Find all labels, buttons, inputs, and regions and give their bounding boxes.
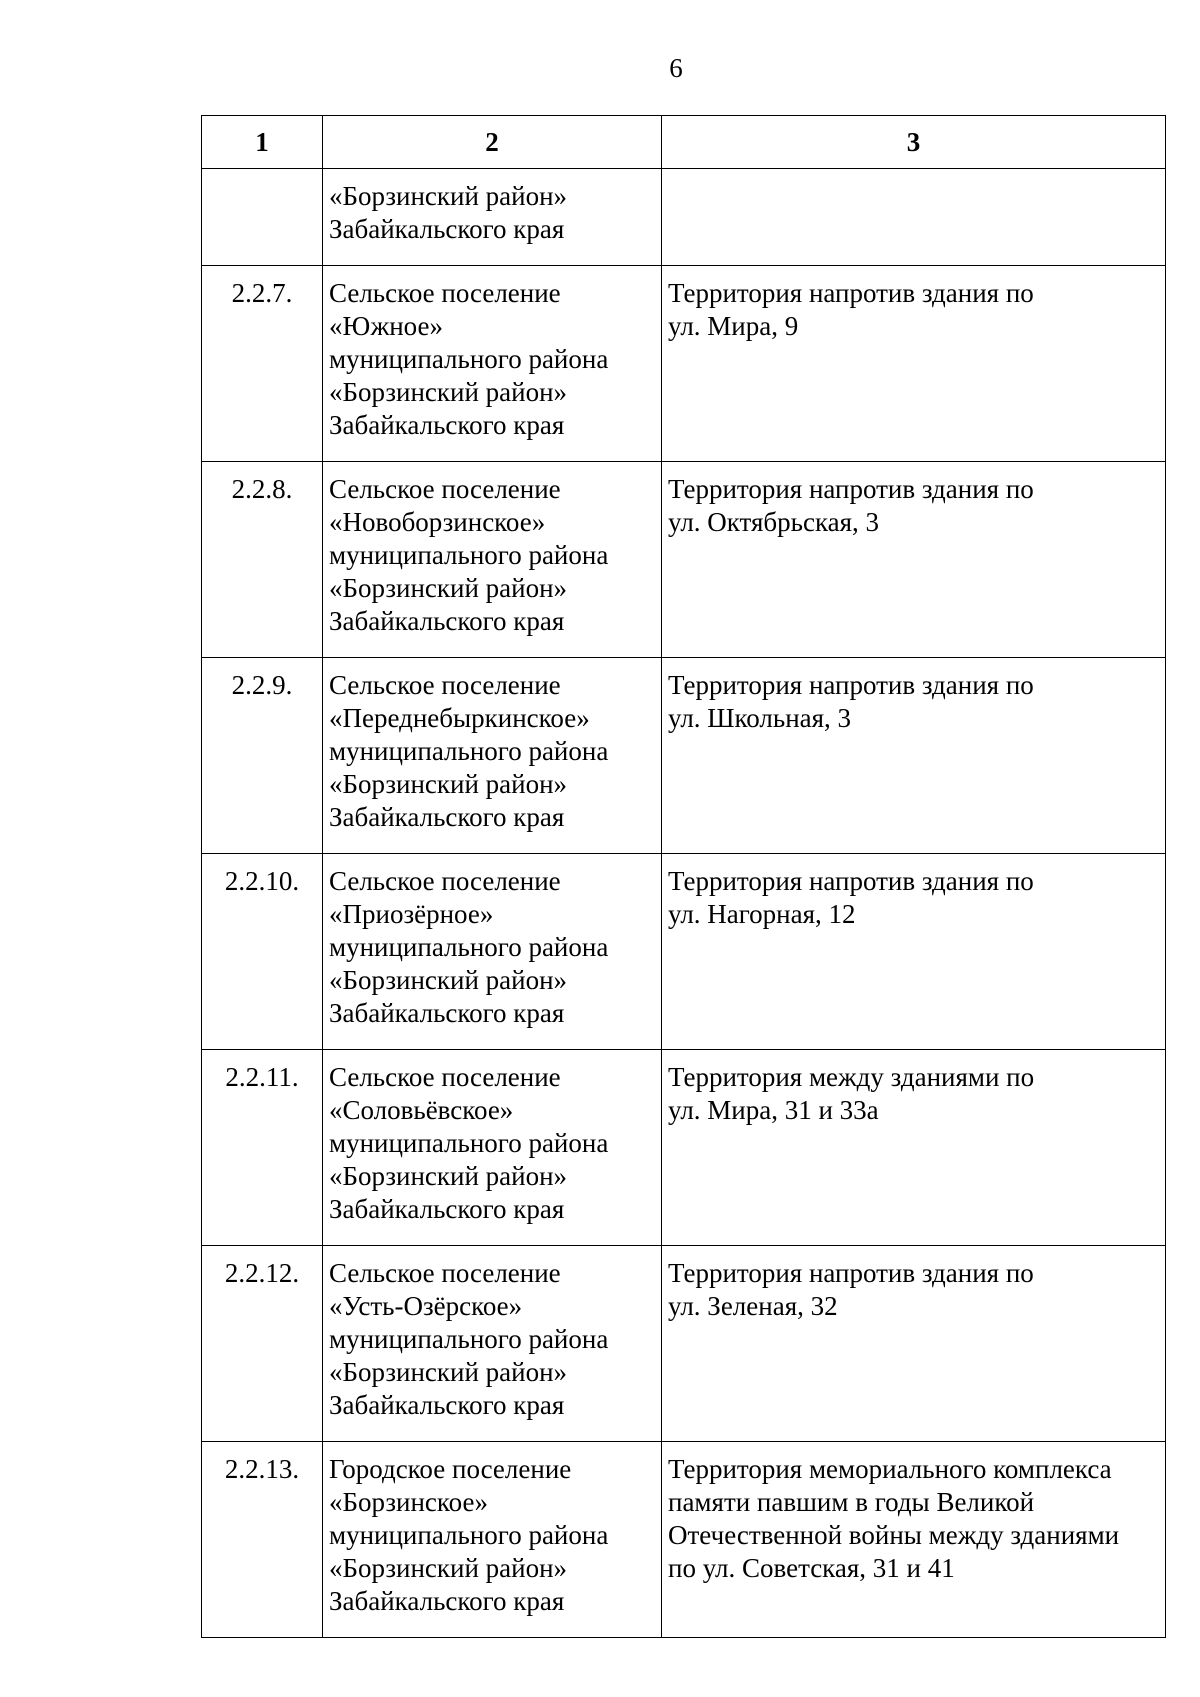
row-number: 2.2.8. bbox=[202, 462, 323, 658]
table-row bbox=[202, 1050, 1166, 1246]
row-number: 2.2.12. bbox=[202, 1246, 323, 1442]
cell-text-line: муниципального района bbox=[329, 932, 609, 962]
location-cell bbox=[662, 658, 1166, 854]
row-number: 2.2.11. bbox=[202, 1050, 323, 1246]
cell-text-line: Сельское поселение bbox=[329, 1258, 561, 1288]
entity-cell bbox=[323, 1246, 662, 1442]
table-row bbox=[202, 658, 1166, 854]
cell-text-line: Территория напротив здания по bbox=[668, 866, 1034, 896]
cell-text-line: муниципального района bbox=[329, 1520, 609, 1550]
table-row bbox=[202, 854, 1166, 1050]
table-row-continuation bbox=[202, 169, 1166, 266]
cell-text-line: Забайкальского края bbox=[329, 998, 565, 1028]
cell-text-line: «Борзинский район» bbox=[329, 965, 568, 995]
cell-text-line: «Новоборзинское» bbox=[329, 507, 546, 537]
location-cell bbox=[662, 169, 1166, 266]
cell-text-line: Забайкальского края bbox=[329, 1194, 565, 1224]
cell-text-line: Сельское поселение bbox=[329, 1062, 561, 1092]
cell-text-line: Забайкальского края bbox=[329, 1390, 565, 1420]
entity-cell bbox=[323, 658, 662, 854]
table-row bbox=[202, 462, 1166, 658]
cell-text-line: Сельское поселение bbox=[329, 278, 561, 308]
cell-text-line: ул. Мира, 9 bbox=[668, 311, 799, 341]
cell-text-line: «Борзинский район» bbox=[329, 1161, 568, 1191]
cell-text-line: Сельское поселение bbox=[329, 474, 561, 504]
table-header-row bbox=[202, 116, 1166, 169]
entity-cell bbox=[323, 266, 662, 462]
entity-cell bbox=[323, 1442, 662, 1638]
cell-text-line: муниципального района bbox=[329, 1128, 609, 1158]
cell-text-line: «Борзинский район» bbox=[329, 377, 568, 407]
cell-text-line: муниципального района bbox=[329, 1324, 609, 1354]
cell-text-line: муниципального района bbox=[329, 540, 609, 570]
cell-text-line: Сельское поселение bbox=[329, 866, 561, 896]
row-number: 2.2.10. bbox=[202, 854, 323, 1050]
location-cell bbox=[662, 1050, 1166, 1246]
cell-text-line: «Соловьёвское» bbox=[329, 1095, 514, 1125]
cell-text-line: Территория напротив здания по bbox=[668, 474, 1034, 504]
cell-text-line: «Борзинский район» bbox=[329, 769, 568, 799]
cell-text-line: «Борзинский район» bbox=[329, 181, 568, 211]
entity-cell bbox=[323, 854, 662, 1050]
table-row bbox=[202, 1246, 1166, 1442]
location-cell bbox=[662, 266, 1166, 462]
cell-text-line: Забайкальского края bbox=[329, 1586, 565, 1616]
cell-text-line: Отечественной войны между зданиями bbox=[668, 1520, 1120, 1550]
cell-text-line: по ул. Советская, 31 и 41 bbox=[668, 1553, 955, 1583]
cell-text-line: Забайкальского края bbox=[329, 214, 565, 244]
cell-text-line: Забайкальского края bbox=[329, 606, 565, 636]
table-row bbox=[202, 266, 1166, 462]
cell-text-line: ул. Мира, 31 и 33а bbox=[668, 1095, 879, 1125]
location-cell bbox=[662, 1442, 1166, 1638]
row-number: 2.2.9. bbox=[202, 658, 323, 854]
table-row bbox=[202, 1442, 1166, 1638]
cell-text-line: «Переднебыркинское» bbox=[329, 703, 590, 733]
cell-text-line: Сельское поселение bbox=[329, 670, 561, 700]
cell-text-line: Территория напротив здания по bbox=[668, 670, 1034, 700]
cell-text-line: «Приозёрное» bbox=[329, 899, 494, 929]
location-cell bbox=[662, 462, 1166, 658]
row-number: 2.2.7. bbox=[202, 266, 323, 462]
cell-text-line: ул. Школьная, 3 bbox=[668, 703, 852, 733]
cell-text-line: «Борзинский район» bbox=[329, 1553, 568, 1583]
cell-text-line: «Южное» bbox=[329, 311, 443, 341]
cell-text-line: Территория между зданиями по bbox=[668, 1062, 1035, 1092]
cell-text-line: «Борзинский район» bbox=[329, 1357, 568, 1387]
cell-text-line: муниципального района bbox=[329, 344, 609, 374]
cell-text-line: Территория мемориального комплекса bbox=[668, 1454, 1112, 1484]
row-number bbox=[202, 169, 323, 266]
table-body bbox=[202, 169, 1166, 1638]
entity-cell bbox=[323, 462, 662, 658]
page-number: 6 bbox=[669, 53, 683, 83]
cell-text-line: Забайкальского края bbox=[329, 802, 565, 832]
cell-text-line: памяти павшим в годы Великой bbox=[668, 1487, 1035, 1517]
location-cell bbox=[662, 1246, 1166, 1442]
column-header-3: 3 bbox=[662, 116, 1166, 169]
cell-text-line: ул. Зеленая, 32 bbox=[668, 1291, 838, 1321]
cell-text-line: Забайкальского края bbox=[329, 410, 565, 440]
entity-cell bbox=[323, 1050, 662, 1246]
column-header-1: 1 bbox=[202, 116, 323, 169]
cell-text-line: Территория напротив здания по bbox=[668, 1258, 1034, 1288]
entity-cell bbox=[323, 169, 662, 266]
cell-text-line: ул. Октябрьская, 3 bbox=[668, 507, 880, 537]
column-header-2: 2 bbox=[323, 116, 662, 169]
cell-text-line: «Борзинский район» bbox=[329, 573, 568, 603]
cell-text-line: Городское поселение bbox=[329, 1454, 572, 1484]
row-number: 2.2.13. bbox=[202, 1442, 323, 1638]
cell-text-line: муниципального района bbox=[329, 736, 609, 766]
cell-text-line: Территория напротив здания по bbox=[668, 278, 1034, 308]
document-table bbox=[201, 115, 1166, 1638]
cell-text-line: «Борзинское» bbox=[329, 1487, 488, 1517]
cell-text-line: «Усть-Озёрское» bbox=[329, 1291, 523, 1321]
location-cell bbox=[662, 854, 1166, 1050]
cell-text-line: ул. Нагорная, 12 bbox=[668, 899, 856, 929]
